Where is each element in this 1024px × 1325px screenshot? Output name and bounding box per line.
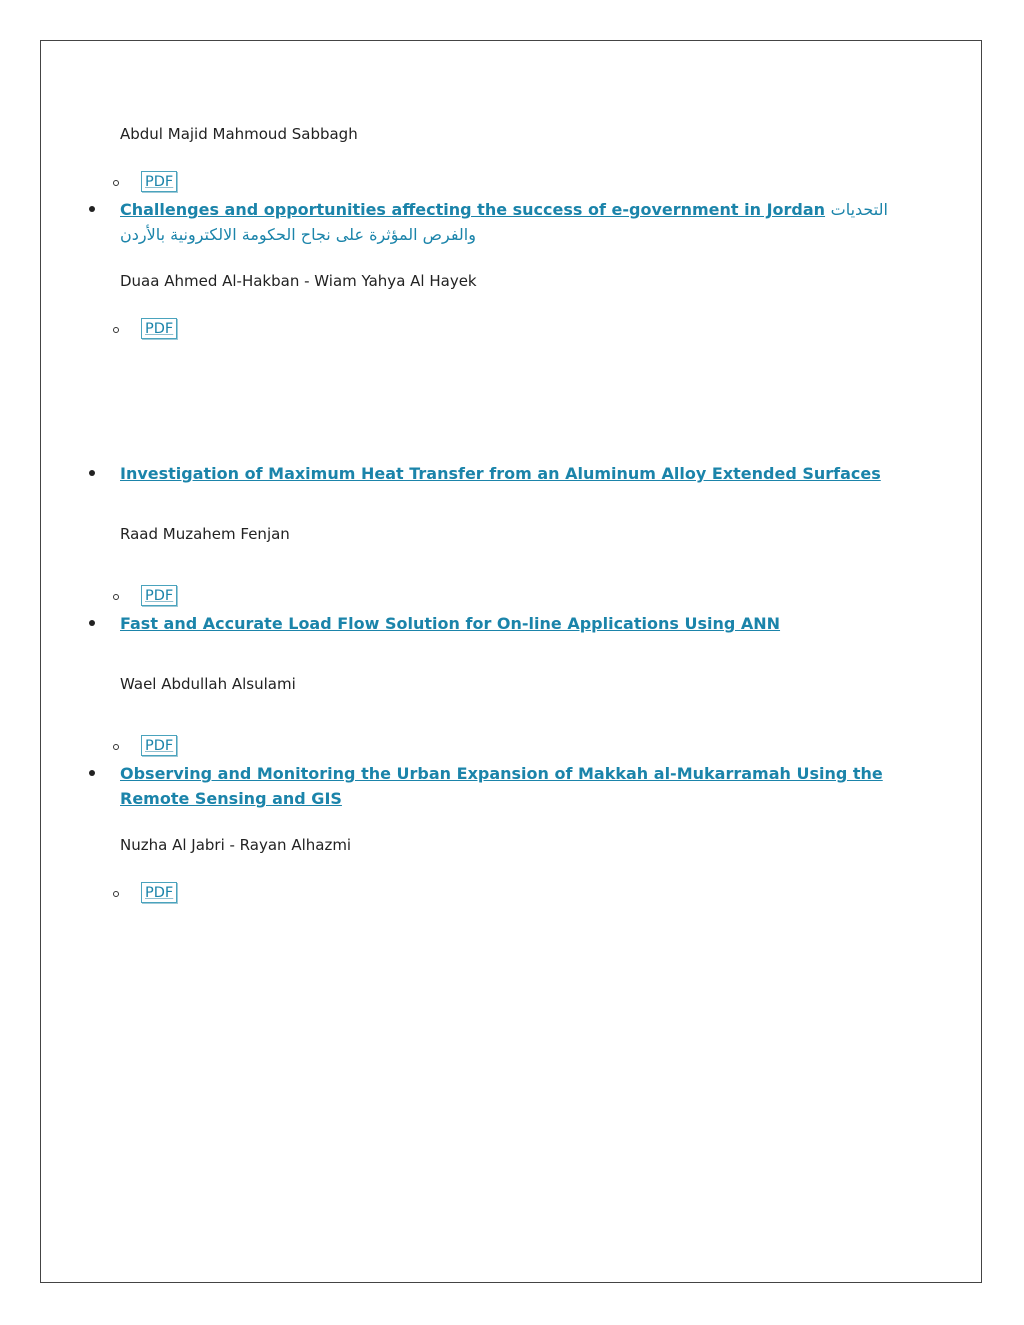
entry-title-arabic[interactable]: التحديات والفرص المؤثرة على نجاح الحكومة الالكترونية بالأردن: [120, 200, 888, 244]
entry-title-english[interactable]: Observing and Monitoring the Urban Expansion of Makkah al-Mukarramah Using the Remote Sensing and GIS: [120, 764, 883, 808]
sub-bullet-marker: [111, 735, 121, 759]
bullet-marker: [87, 611, 97, 635]
entry-authors: Abdul Majid Mahmoud Sabbagh: [120, 125, 358, 143]
entry-title-english[interactable]: Challenges and opportunities affecting the success of e-government in Jordan: [120, 200, 826, 219]
sub-bullet-marker: [111, 585, 121, 609]
entry-title[interactable]: [120, 611, 920, 636]
entry-title[interactable]: [120, 197, 920, 247]
sub-bullet-marker: [111, 318, 121, 342]
bullet-marker: [87, 461, 97, 485]
entry-authors: Raad Muzahem Fenjan: [120, 525, 290, 543]
pdf-link[interactable]: PDF: [141, 735, 177, 756]
sub-bullet-marker: [111, 171, 121, 195]
pdf-link[interactable]: PDF: [141, 171, 177, 192]
entry-title[interactable]: [120, 761, 910, 811]
entry-title-english[interactable]: Investigation of Maximum Heat Transfer from an Aluminum Alloy Extended Surfaces: [120, 464, 881, 483]
pdf-link[interactable]: PDF: [141, 318, 177, 339]
entry-title[interactable]: [120, 461, 920, 486]
entry-authors: Wael Abdullah Alsulami: [120, 675, 296, 693]
pdf-link[interactable]: PDF: [141, 585, 177, 606]
pdf-link[interactable]: PDF: [141, 882, 177, 903]
entry-authors: Duaa Ahmed Al-Hakban - Wiam Yahya Al Hayek: [120, 272, 477, 290]
bullet-marker: [87, 197, 97, 221]
sub-bullet-marker: [111, 882, 121, 906]
bullet-marker: [87, 761, 97, 785]
entry-authors: Nuzha Al Jabri - Rayan Alhazmi: [120, 836, 352, 854]
entry-title-english[interactable]: Fast and Accurate Load Flow Solution for On-line Applications Using ANN: [120, 614, 781, 633]
